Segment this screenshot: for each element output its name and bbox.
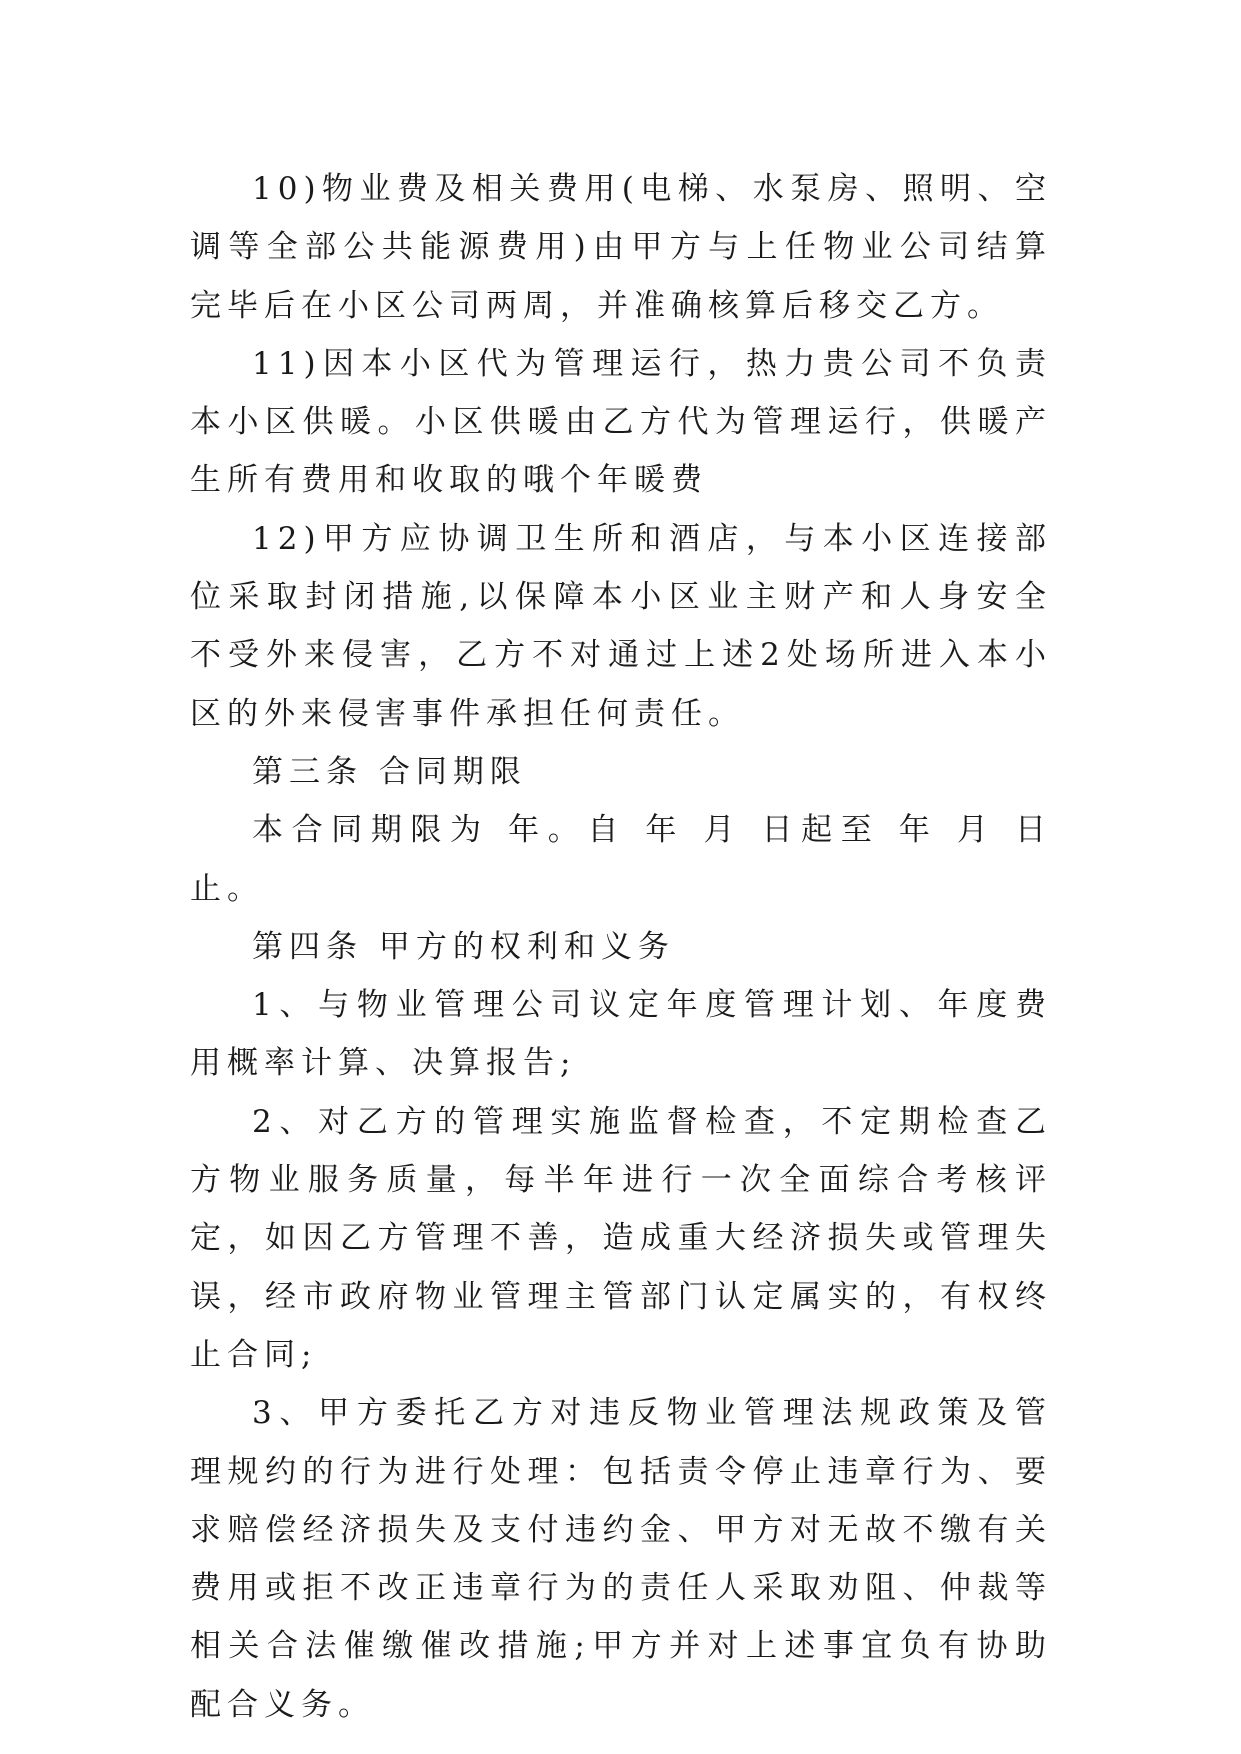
clause-11-paragraph: 11)因本小区代为管理运行，热力贵公司不负责本小区供暖。小区供暖由乙方代为管理运行，供暖产生所有费用和收取的哦个年暖费 bbox=[190, 345, 1052, 499]
obligation-3-paragraph: 3、甲方委托乙方对违反物业管理法规政策及管理规约的行为进行处理：包括责令停止违章行为、要求赔偿经济损失及支付违约金、甲方对无故不缴有关费用或拒不改正违章行为的责任人采取劝阻、仲裁等相关合法催缴催改措施;甲方并对上述事宜负有协助配合义务。 bbox=[190, 1395, 1052, 1723]
article-4-heading: 第四条 甲方的权利和义务 bbox=[252, 928, 675, 965]
clause-12-paragraph: 12)甲方应协调卫生所和酒店，与本小区连接部位采取封闭措施,以保障本小区业主财产和人身安全不受外来侵害，乙方不对通过上述2处场所进入本小区的外来侵害事件承担任何责任。 bbox=[190, 520, 1052, 732]
article-3-heading: 第三条 合同期限 bbox=[252, 753, 527, 790]
contract-term-paragraph: 本合同期限为 年。自 年 月 日起至 年 月 日止。 bbox=[190, 812, 1052, 907]
document-body bbox=[190, 160, 1052, 1734]
clause-10-paragraph: 10)物业费及相关费用(电梯、水泵房、照明、空调等全部公共能源费用)由甲方与上任物业公司结算完毕后在小区公司两周，并准确核算后移交乙方。 bbox=[190, 171, 1052, 324]
obligation-2-paragraph: 2、对乙方的管理实施监督检查，不定期检查乙方物业服务质量，每半年进行一次全面综合考核评定，如因乙方管理不善，造成重大经济损失或管理失误，经市政府物业管理主管部门认定属实的，有权终止合同; bbox=[190, 1103, 1052, 1373]
obligation-1-paragraph: 1、与物业管理公司议定年度管理计划、年度费用概率计算、决算报告; bbox=[190, 987, 1052, 1082]
